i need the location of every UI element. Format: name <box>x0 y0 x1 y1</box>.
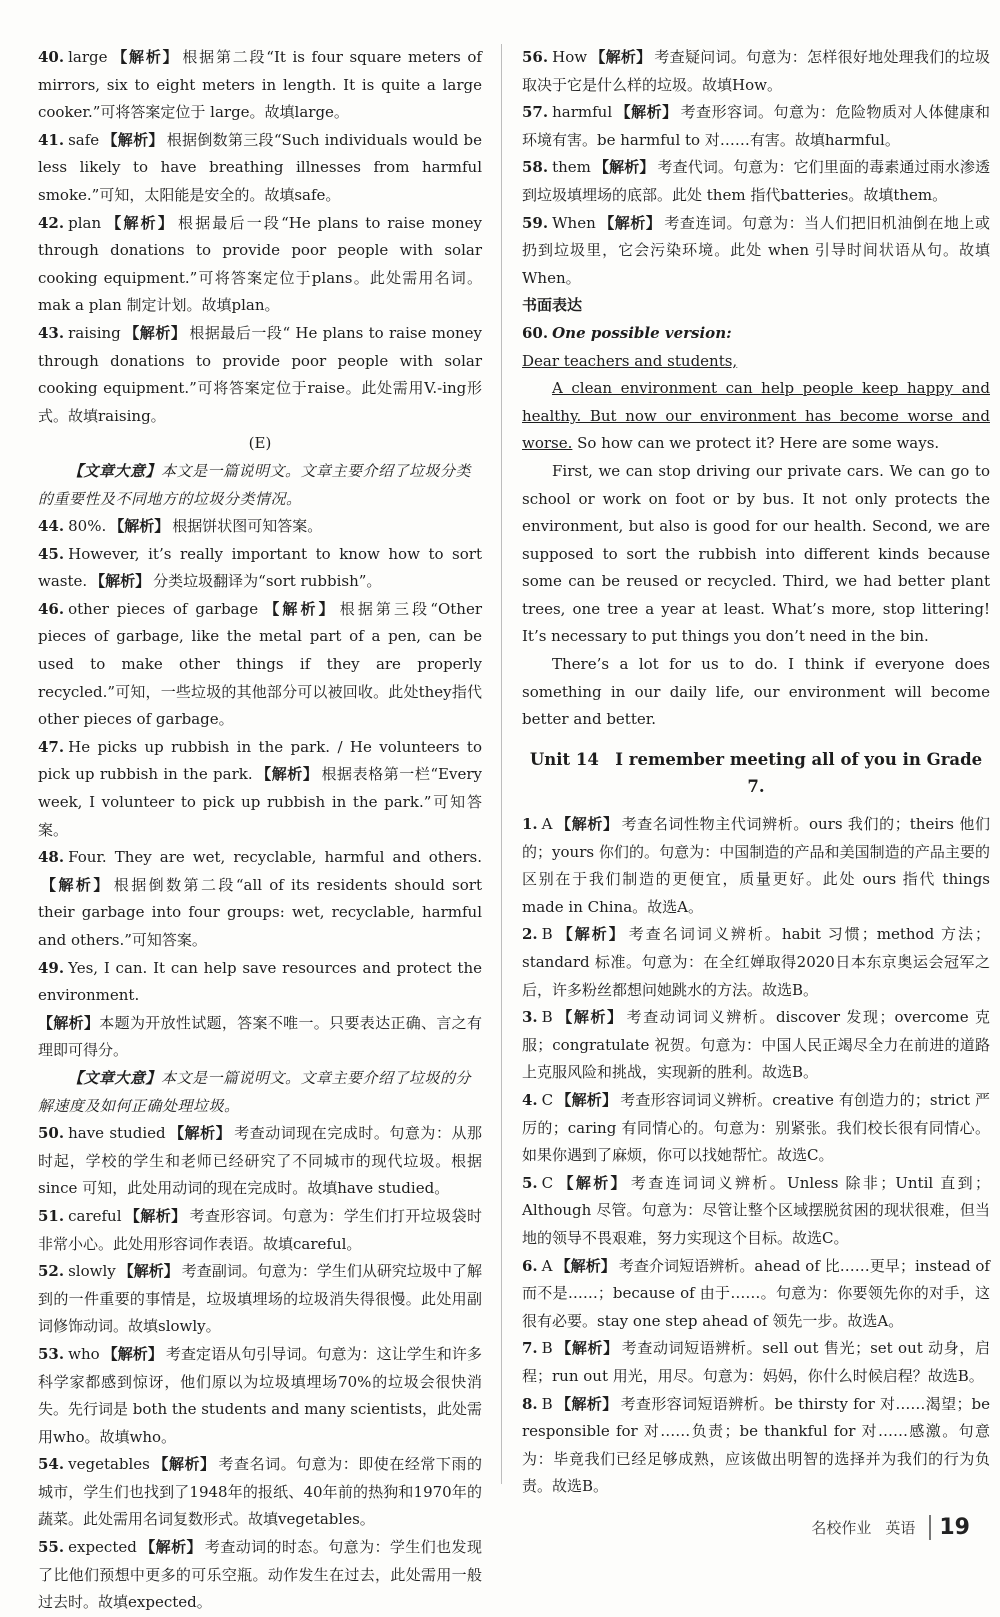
answer-item: 2. B 【解析】 考查名词词义辨析。habit 习惯；method 方法；standard 标准。句意为：在全红婵取得2020日本东京奥运会冠军之后，许多粉丝都想问她跳水的方法。故选B。 <box>522 925 990 999</box>
essay-paragraph: First, we can stop driving our private cars. We can go to school or work on foot or by bus. It not only protects the environment, but also is good for our health. Second, we are supposed to sort the rubbish into different kinds because some can be reused or recycled. Third, we had better plant trees, one tree a year at least. What’s more, stop littering! It’s necessary to put things you don’t need in the bin. <box>522 461 990 646</box>
writing-heading: 书面表达 <box>522 296 583 315</box>
answer-item: 57. harmful 【解析】 考查形容词。句意为：危险物质对人体健康和环境有害。be harmful to 对……有害。故填harmful。 <box>522 103 990 149</box>
answer-item: 59. When 【解析】 考查连词。句意为：当人们把旧机油倒在地上或扔到垃圾里，它会污染环境。此处 when 引导时间状语从句。故填When。 <box>522 213 990 287</box>
answer-item: 8. B 【解析】 考查形容词短语辨析。be thirsty for 对……渴望；be responsible for 对……负责；be thankful for 对……感激。句意为：毕竟我们已经足够成熟，应该做出明智的选择并为我们的行为负责。故选B。 <box>522 1394 990 1496</box>
answer-item: 47. He picks up rubbish in the park. / He volunteers to pick up rubbish in the park. 【解析】 根据表格第一栏“Every week, I volunteer to pick up rubbish in the park.”可知答案。 <box>38 737 482 839</box>
answer-item: 43. raising 【解析】 根据最后一段“ He plans to raise money through donations to provide poor people with solar cooking equipment.”可将答案定位于raise。此处需用V.-ing形式。故填raising。 <box>38 323 482 425</box>
essay-paragraph: A clean environment can help people keep happy and healthy. But now our environment has become worse and worse. So how can we protect it? Here are some ways. <box>522 379 990 453</box>
answer-item: 42. plan 【解析】 根据最后一段“He plans to raise money through donations to provide poor people with solar cooking equipment.”可将答案定位于plans。此处需用名词。mak a plan 制定计划。故填plan。 <box>38 213 482 315</box>
answer-item: 1. A 【解析】 考查名词性物主代词辨析。ours 我们的；theirs 他们的；yours 你们的。句意为：中国制造的产品和美国制造的产品主要的区别在于我们制造的更便宜，质量更好。此处 ours 指代 things made in China。故选A。 <box>522 815 990 916</box>
answer-item: 45. However, it’s really important to know how to sort waste. 【解析】 分类垃圾翻译为“sort rubbish”。 <box>38 544 482 591</box>
article-summary: 【文章大意】本文是一篇说明文。文章主要介绍了垃圾分类的重要性及不同地方的垃圾分类情况。 <box>38 461 472 508</box>
section-label: (E) <box>248 434 272 453</box>
answer-item: 3. B 【解析】 考查动词词义辨析。discover 发现；overcome 克服；congratulate 祝贺。句意为：中国人民正竭尽全力在前进的道路上克服风险和挑战，实现新的胜利。故选B。 <box>522 1008 990 1082</box>
writing-version-line: 60. One possible version: <box>522 323 732 342</box>
answer-item: 54. vegetables 【解析】 考查名词。句意为：即使在经常下雨的城市，学生们也找到了1948年的报纸、40年前的热狗和1970年的蔬菜。此处需用名词复数形式。故填vegetables。 <box>38 1455 482 1529</box>
answer-item: 40. large 【解析】 根据第二段“It is four square meters of mirrors, six to eight meters in length. It is quite a large cooker.”可将答案定位于 large。故填large。 <box>38 48 482 122</box>
unit-title: Unit 14 I remember meeting all of you in Grade 7. <box>529 749 983 797</box>
answer-item: 44. 80%. 【解析】 根据饼状图可知答案。 <box>38 517 323 536</box>
answer-item: 53. who 【解析】 考查定语从句引导词。句意为：这让学生和许多科学家都感到惊讶，他们原以为垃圾填埋场70%的垃圾会很快消失。先行词是 both the students and many scientists，此处需用who。故填who。 <box>38 1344 482 1446</box>
letter-greeting: Dear teachers and students, <box>522 351 738 370</box>
article-summary: 【文章大意】本文是一篇说明文。文章主要介绍了垃圾的分解速度及如何正确处理垃圾。 <box>38 1068 472 1115</box>
left-column <box>38 44 482 1617</box>
answer-item: 49. Yes, I can. It can help save resources and protect the environment. 【解析】本题为开放性试题，答案不唯一。只要表达正确、言之有理即可得分。 <box>38 958 482 1060</box>
answer-item: 51. careful 【解析】 考查形容词。句意为：学生们打开垃圾袋时非常小心。此处用形容词作表语。故填careful。 <box>38 1206 482 1253</box>
answer-item: 41. safe 【解析】 根据倒数第三段“Such individuals would be less likely to have breathing illnesses from harmful smoke.”可知，太阳能是安全的。故填safe。 <box>38 130 482 204</box>
answer-item: 52. slowly 【解析】 考查副词。句意为：学生们从研究垃圾中了解到的一件重要的事情是，垃圾填埋场的垃圾消失得很慢。此处用副词修饰动词。故填slowly。 <box>38 1262 482 1336</box>
right-column <box>522 44 990 1501</box>
answer-item: 7. B 【解析】 考查动词短语辨析。sell out 售光；set out 动身，启程；run out 用光，用尽。句意为：妈妈，你什么时候启程？故选B。 <box>522 1339 990 1385</box>
answer-item: 46. other pieces of garbage 【解析】 根据第三段“Other pieces of garbage, like the metal part of a pen, can be used to make other things if they are properly recycled.”可知，一些垃圾的其他部分可以被回收。此处they指代 other pieces of garbage。 <box>38 599 482 729</box>
answer-item: 4. C 【解析】 考查形容词词义辨析。creative 有创造力的；strict 严厉的；caring 有同情心的。句意为：别紧张。我们校长很有同情心。如果你遇到了麻烦，你可以找她帮忙。故选C。 <box>522 1090 990 1165</box>
footer-brand: 名校作业 <box>811 1519 872 1537</box>
answer-item: 56. How 【解析】 考查疑问词。句意为：怎样很好地处理我们的垃圾取决于它是什么样的垃圾。故填How。 <box>522 48 990 94</box>
page-number: 19 <box>929 1515 970 1540</box>
footer-subject: 英语 <box>885 1519 916 1537</box>
answer-item: 55. expected 【解析】 考查动词的时态。句意为：学生们也发现了比他们预想中更多的可乐空瓶。动作发生在过去，此处需用一般过去时。故填expected。 <box>38 1538 482 1612</box>
answer-item: 58. them 【解析】 考查代词。句意为：它们里面的毒素通过雨水渗透到垃圾填埋场的底部。此处 them 指代batteries。故填them。 <box>522 158 990 204</box>
answer-item: 48. Four. They are wet, recyclable, harmful and others.【解析】 根据倒数第二段“all of its residents should sort their garbage into four groups: wet, recyclable, harmful and others.”可知答案。 <box>38 848 482 949</box>
answer-item: 50. have studied 【解析】 考查动词现在完成时。句意为：从那时起，学校的学生和老师已经研究了不同城市的现代垃圾。根据 since 可知，此处用动词的现在完成时。故填have studied。 <box>38 1124 482 1198</box>
essay-paragraph: There’s a lot for us to do. I think if everyone does something in our daily life, our environment will become better and better. <box>522 655 990 729</box>
page-footer <box>811 1515 970 1540</box>
column-divider <box>501 44 502 1484</box>
answer-item: 5. C 【解析】 考查连词词义辨析。Unless 除非；Until 直到；Although 尽管。句意为：尽管让整个区域摆脱贫困的现状很难，但当地的领导不畏艰难，努力实现这个目标。故选C。 <box>522 1173 990 1247</box>
answer-item: 6. A 【解析】 考查介词短语辨析。ahead of 比……更早；instead of 而不是……；because of 由于……。句意为：你要领先你的对手，这很有必要。stay one step ahead of 领先一步。故选A。 <box>522 1256 990 1330</box>
